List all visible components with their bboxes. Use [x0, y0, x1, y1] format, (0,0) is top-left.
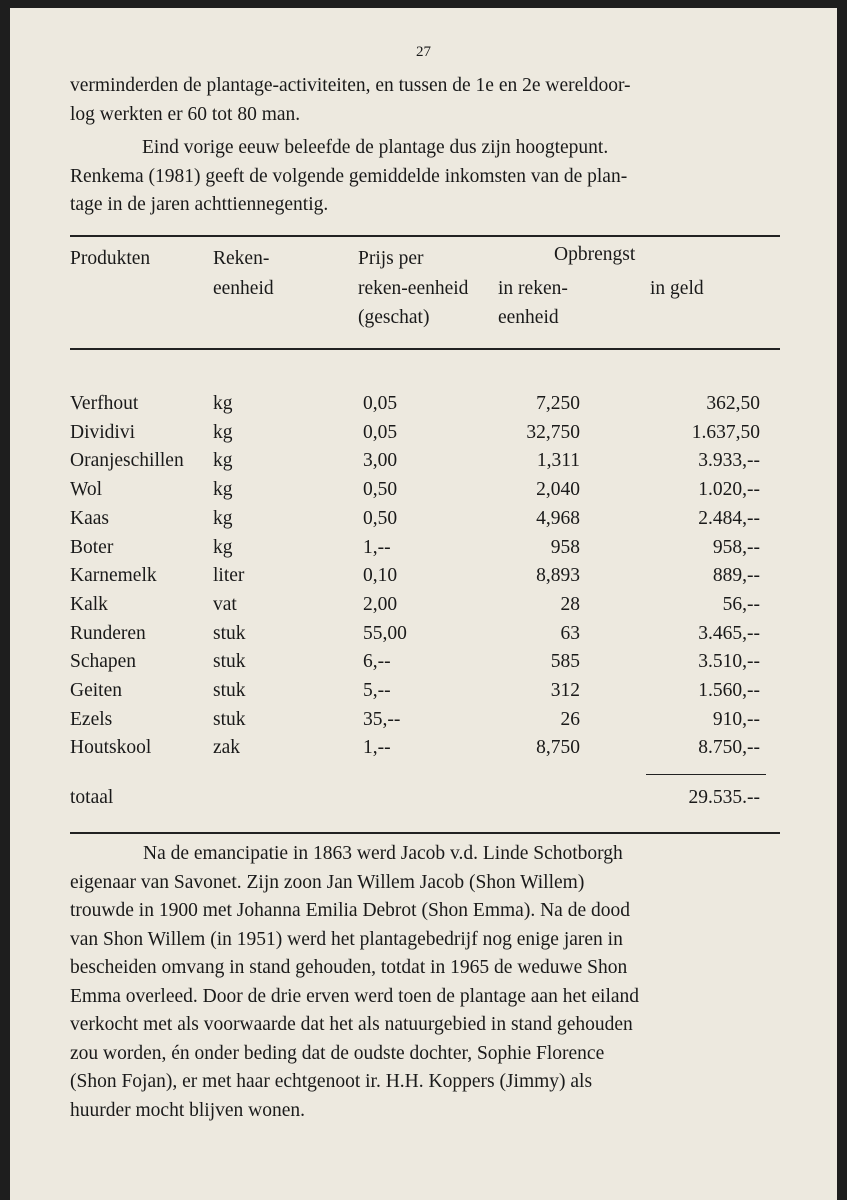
cell-product: Houtskool — [70, 737, 152, 759]
text-line: (Shon Fojan), er met haar echtgenoot ir. H.H. Koppers (Jimmy) als — [70, 1071, 593, 1092]
header-in-rekeneenheid-2: eenheid — [498, 307, 559, 328]
cell-yield-money: 8.750,-- — [698, 737, 760, 759]
text-line: verminderden de plantage-activiteiten, en tussen de 1e en 2e wereldoor- — [70, 75, 631, 96]
emancipation-paragraph — [70, 840, 760, 1125]
cell-yield-units: 26 — [560, 708, 580, 730]
text-line: bescheiden omvang in stand gehouden, totdat in 1965 de weduwe Shon — [70, 957, 628, 978]
cell-product: Oranjeschillen — [70, 450, 184, 472]
cell-unit: zak — [213, 737, 241, 759]
table-top-rule — [70, 235, 780, 237]
header-rekeneenheid-2: eenheid — [213, 278, 274, 299]
cell-yield-money: 910,-- — [712, 708, 760, 730]
text-line: log werkten er 60 tot 80 man. — [70, 103, 301, 125]
text-line: Emma overleed. Door de drie erven werd toen de plantage aan het eiland — [70, 985, 640, 1007]
header-prijs-1: Prijs per — [358, 248, 424, 269]
cell-yield-units: 958 — [550, 536, 580, 558]
intro-paragraph — [70, 72, 760, 129]
cell-yield-units: 32,750 — [526, 421, 580, 443]
text-line: zou worden, én onder beding dat de oudste dochter, Sophie Florence — [70, 1042, 605, 1064]
cell-price: 0,10 — [363, 565, 398, 587]
text-line: Na de emancipatie in 1863 werd Jacob v.d. Linde Schotborgh — [143, 843, 623, 864]
header-opbrengst: Opbrengst — [554, 244, 636, 265]
cell-product: Boter — [70, 536, 114, 558]
cell-yield-units: 585 — [550, 651, 580, 673]
cell-yield-money: 958,-- — [712, 536, 760, 558]
cell-product: Wol — [70, 479, 103, 501]
cell-price: 2,00 — [363, 593, 398, 615]
cell-price: 0,50 — [363, 479, 398, 501]
text-line: huurder mocht blijven wonen. — [70, 1099, 306, 1121]
cell-unit: stuk — [213, 708, 246, 730]
cell-yield-money: 3.465,-- — [698, 622, 760, 644]
table-header-rule — [70, 348, 780, 350]
page-number: 27 — [416, 44, 431, 60]
cell-price: 3,00 — [363, 450, 398, 472]
cell-product: Karnemelk — [70, 565, 157, 587]
total-value: 29.535.-- — [688, 787, 760, 808]
cell-unit: vat — [213, 593, 237, 615]
cell-yield-money: 889,-- — [712, 565, 760, 587]
cell-yield-units: 7,250 — [536, 393, 580, 414]
cell-yield-units: 28 — [560, 593, 580, 615]
cell-yield-money: 1.560,-- — [698, 680, 760, 701]
page — [10, 8, 837, 1200]
cell-unit: stuk — [213, 622, 246, 644]
cell-product: Geiten — [70, 680, 122, 701]
cell-yield-units: 8,750 — [536, 737, 580, 759]
cell-yield-units: 8,893 — [536, 565, 580, 587]
cell-yield-units: 312 — [550, 680, 580, 701]
cell-price: 5,-- — [363, 680, 391, 701]
cell-yield-money: 3.933,-- — [698, 450, 760, 472]
text-line: verkocht met als voorwaarde dat het als natuurgebied in stand gehouden — [70, 1014, 633, 1035]
cell-yield-money: 1.020,-- — [698, 479, 760, 501]
text-line: eigenaar van Savonet. Zijn zoon Jan Willem Jacob (Shon Willem) — [70, 871, 585, 893]
cell-yield-units: 63 — [560, 622, 580, 644]
cell-price: 0,05 — [363, 421, 398, 443]
summary-paragraph — [70, 134, 760, 220]
text-line: tage in de jaren achttiennegentig. — [70, 194, 329, 215]
header-in-rekeneenheid-1: in reken- — [498, 278, 568, 299]
cell-yield-units: 2,040 — [536, 479, 580, 501]
header-produkten: Produkten — [70, 248, 151, 269]
text-line: Renkema (1981) geeft de volgende gemiddelde inkomsten van de plan- — [70, 165, 628, 187]
cell-yield-money: 56,-- — [722, 593, 760, 615]
cell-product: Ezels — [70, 708, 113, 730]
cell-yield-money: 362,50 — [706, 393, 760, 414]
total-rule — [646, 774, 766, 775]
cell-product: Dividivi — [70, 421, 136, 443]
header-prijs-3: (geschat) — [358, 307, 430, 328]
cell-unit: kg — [213, 393, 233, 414]
cell-price: 1,-- — [363, 536, 391, 558]
cell-product: Kalk — [70, 593, 108, 615]
cell-yield-units: 1,311 — [536, 450, 580, 472]
cell-unit: kg — [213, 536, 233, 558]
cell-product: Schapen — [70, 651, 137, 673]
cell-price: 35,-- — [363, 708, 401, 730]
cell-unit: kg — [213, 507, 233, 529]
table-bottom-rule — [70, 832, 780, 834]
cell-price: 1,-- — [363, 737, 391, 759]
header-in-geld: in geld — [650, 278, 704, 299]
text-line: van Shon Willem (in 1951) werd het plantagebedrijf nog enige jaren in — [70, 928, 623, 950]
cell-product: Kaas — [70, 507, 109, 529]
cell-price: 0,05 — [363, 393, 398, 414]
cell-yield-money: 2.484,-- — [698, 507, 760, 529]
cell-unit: kg — [213, 450, 233, 472]
cell-price: 55,00 — [363, 622, 407, 644]
total-label: totaal — [70, 787, 114, 808]
cell-unit: stuk — [213, 680, 246, 701]
cell-unit: kg — [213, 421, 233, 443]
cell-unit: liter — [213, 565, 245, 587]
cell-price: 6,-- — [363, 651, 391, 673]
cell-yield-money: 3.510,-- — [698, 651, 760, 673]
text-line: Eind vorige eeuw beleefde de plantage dus zijn hoogtepunt. — [142, 137, 609, 158]
cell-product: Verfhout — [70, 393, 139, 414]
header-rekeneenheid-1: Reken- — [213, 248, 270, 269]
cell-price: 0,50 — [363, 507, 398, 529]
cell-unit: stuk — [213, 651, 246, 673]
cell-product: Runderen — [70, 622, 146, 644]
cell-yield-units: 4,968 — [536, 507, 580, 529]
text-line: trouwde in 1900 met Johanna Emilia Debrot (Shon Emma). Na de dood — [70, 900, 630, 921]
cell-yield-money: 1.637,50 — [691, 421, 760, 443]
header-prijs-2: reken-eenheid — [358, 278, 469, 299]
cell-unit: kg — [213, 479, 233, 501]
